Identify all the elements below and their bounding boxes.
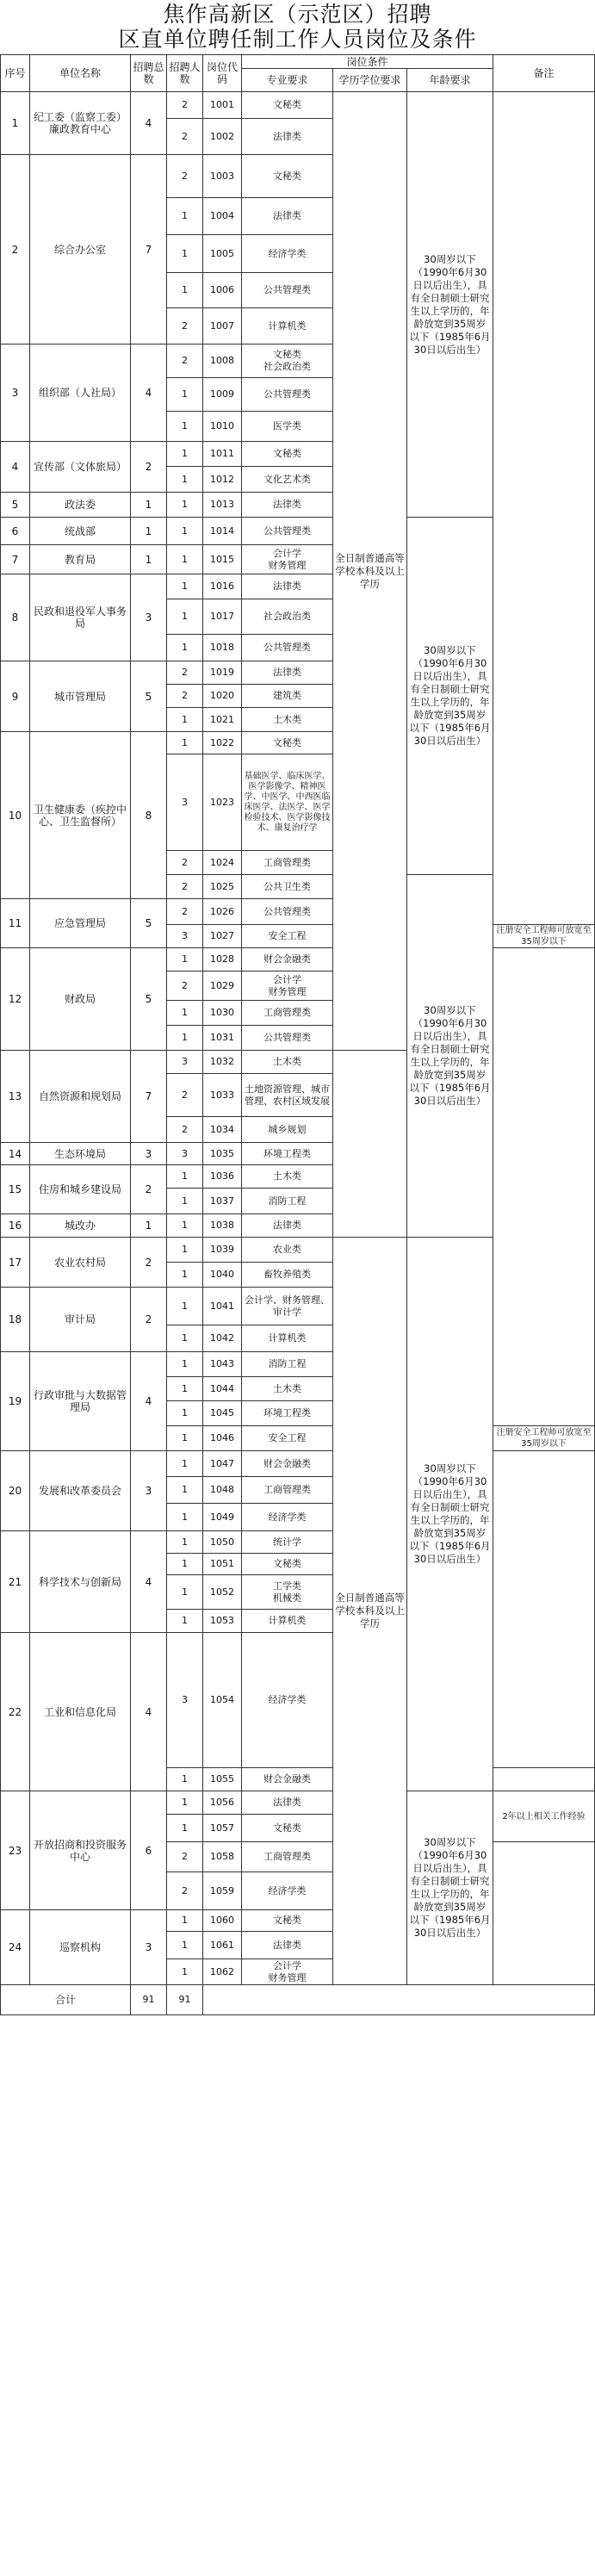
position-major: 工商管理类: [242, 1842, 333, 1872]
unit-name: 科学技术与创新局: [30, 1531, 131, 1633]
unit-seq: 11: [1, 899, 30, 948]
position-count: 1: [167, 378, 203, 412]
position-code: 1006: [203, 273, 242, 308]
age-requirement: 30周岁以下（1990年6月30日以后出生），具有全日制硕士研究生以上学历的，年龄放宽到35周岁以下（1985年6月30日以后出生）: [407, 1791, 493, 1985]
position-count: 1: [167, 1815, 203, 1842]
unit-seq: 22: [1, 1633, 30, 1791]
position-code: 1051: [203, 1554, 242, 1575]
position-major: 经济学类: [242, 1872, 333, 1910]
header-count: 招聘人数: [167, 55, 203, 92]
position-code: 1012: [203, 467, 242, 493]
age-requirement: 30周岁以下（1990年6月30日以后出生），具有全日制硕士研究生以上学历的，年龄放宽到35周岁以下（1985年6月30日以后出生）: [407, 518, 493, 875]
position-count: 1: [167, 1401, 203, 1426]
unit-seq: 6: [1, 518, 30, 545]
position-count: 1: [167, 412, 203, 442]
unit-seq: 4: [1, 442, 30, 493]
unit-total: 4: [131, 1352, 167, 1451]
unit-seq: 3: [1, 345, 30, 442]
unit-seq: 1: [1, 92, 30, 155]
position-major: 公共管理类: [242, 899, 333, 925]
unit-name: 综合办公室: [30, 155, 131, 345]
remark: [493, 92, 595, 925]
position-code: 1004: [203, 198, 242, 235]
position-count: 1: [167, 1451, 203, 1477]
unit-total: 8: [131, 732, 167, 899]
footer-total: 91: [131, 1985, 167, 2015]
position-major: 文秘类: [242, 1815, 333, 1842]
position-major: 法律类: [242, 198, 333, 235]
position-code: 1014: [203, 518, 242, 545]
header-total: 招聘总数: [131, 55, 167, 92]
position-count: 1: [167, 518, 203, 545]
position-major: 统计学: [242, 1531, 333, 1554]
remark: [493, 948, 595, 1426]
unit-seq: 12: [1, 948, 30, 1051]
unit-total: 6: [131, 1791, 167, 1910]
position-major: 土木类: [242, 1165, 333, 1189]
edu-requirement: 全日制普通高等学校本科及以上学历: [333, 1238, 407, 1985]
position-major: 法律类: [242, 1791, 333, 1815]
position-major: 消防工程: [242, 1189, 333, 1214]
position-major: 会计学 财务管理: [242, 545, 333, 574]
unit-total: 3: [131, 574, 167, 661]
unit-name: 政法委: [30, 493, 131, 518]
position-count: 1: [167, 1263, 203, 1288]
position-count: 1: [167, 1377, 203, 1401]
position-code: 1045: [203, 1401, 242, 1426]
unit-seq: 13: [1, 1051, 30, 1143]
position-major: 工学类 机械类: [242, 1575, 333, 1610]
unit-name: 自然资源和规划局: [30, 1051, 131, 1143]
position-major: 文秘类 社会政治类: [242, 345, 333, 378]
unit-total: 3: [131, 1143, 167, 1165]
recruitment-table: [0, 54, 595, 2015]
position-code: 1020: [203, 685, 242, 708]
unit-total: 2: [131, 1288, 167, 1352]
unit-seq: 20: [1, 1451, 30, 1531]
unit-name: 住房和城乡建设局: [30, 1165, 131, 1214]
position-code: 1036: [203, 1165, 242, 1189]
header-note: 备注: [493, 55, 595, 92]
position-major: 建筑类: [242, 685, 333, 708]
position-code: 1033: [203, 1074, 242, 1117]
position-major: 计算机类: [242, 308, 333, 345]
unit-name: 巡察机构: [30, 1910, 131, 1985]
position-code: 1013: [203, 493, 242, 518]
header-conditions: 岗位条件: [242, 55, 493, 69]
position-count: 1: [167, 235, 203, 273]
position-count: 1: [167, 1165, 203, 1189]
footer-count: 91: [167, 1985, 203, 2015]
position-code: 1058: [203, 1842, 242, 1872]
position-major: 公共卫生类: [242, 875, 333, 899]
position-major: 医学类: [242, 412, 333, 442]
position-count: 2: [167, 971, 203, 1001]
position-code: 1003: [203, 155, 242, 198]
unit-total: 5: [131, 948, 167, 1051]
remark: [493, 1842, 595, 1985]
position-count: 2: [167, 661, 203, 685]
position-code: 1056: [203, 1791, 242, 1815]
position-count: 2: [167, 155, 203, 198]
position-code: 1062: [203, 1959, 242, 1985]
unit-total: 1: [131, 518, 167, 545]
unit-name: 城市管理局: [30, 661, 131, 732]
position-count: 1: [167, 545, 203, 574]
unit-name: 城改办: [30, 1214, 131, 1238]
position-code: 1059: [203, 1872, 242, 1910]
page-subtitle: 区直单位聘任制工作人员岗位及条件: [118, 27, 477, 52]
unit-seq: 17: [1, 1238, 30, 1288]
unit-seq: 7: [1, 545, 30, 574]
position-count: 3: [167, 754, 203, 851]
position-major: 经济学类: [242, 1504, 333, 1531]
unit-name: 审计局: [30, 1288, 131, 1352]
unit-seq: 14: [1, 1143, 30, 1165]
position-count: 1: [167, 1325, 203, 1352]
unit-name: 农业农村局: [30, 1238, 131, 1288]
age-requirement: 30周岁以下（1990年6月30日以后出生），具有全日制硕士研究生以上学历的，年龄放宽到35周岁以下（1985年6月30日以后出生）: [407, 1238, 493, 1791]
position-code: 1015: [203, 545, 242, 574]
position-count: 1: [167, 1426, 203, 1451]
position-code: 1021: [203, 708, 242, 732]
position-major: 法律类: [242, 1214, 333, 1238]
position-major: 法律类: [242, 119, 333, 155]
position-major: 环境工程类: [242, 1401, 333, 1426]
position-major: 安全工程: [242, 925, 333, 948]
age-requirement: 30周岁以下（1990年6月30日以后出生），具有全日制硕士研究生以上学历的，年龄放宽到35周岁以下（1985年6月30日以后出生）: [407, 875, 493, 1238]
remark: [493, 1768, 595, 1791]
position-major: 工商管理类: [242, 1001, 333, 1026]
position-code: 1024: [203, 851, 242, 875]
position-major: 农业类: [242, 1238, 333, 1263]
position-code: 1031: [203, 1026, 242, 1051]
remark: 2年以上相关工作经验: [493, 1791, 595, 1842]
position-major: 法律类: [242, 574, 333, 599]
position-code: 1008: [203, 345, 242, 378]
position-major: 社会政治类: [242, 599, 333, 635]
position-major: 公共管理类: [242, 1026, 333, 1051]
position-count: 1: [167, 1932, 203, 1959]
unit-seq: 2: [1, 155, 30, 345]
position-count: 3: [167, 1633, 203, 1768]
unit-name: 宣传部（文体旅局）: [30, 442, 131, 493]
position-count: 1: [167, 1959, 203, 1985]
position-code: 1034: [203, 1117, 242, 1143]
position-count: 1: [167, 1352, 203, 1377]
position-code: 1001: [203, 92, 242, 119]
position-count: 1: [167, 1001, 203, 1026]
header-age: 年龄要求: [407, 69, 493, 92]
position-code: 1032: [203, 1051, 242, 1074]
unit-seq: 10: [1, 732, 30, 899]
position-major: 公共管理类: [242, 273, 333, 308]
position-code: 1017: [203, 599, 242, 635]
position-major: 消防工程: [242, 1352, 333, 1377]
position-major: 工商管理类: [242, 851, 333, 875]
position-count: 1: [167, 708, 203, 732]
position-count: 1: [167, 1026, 203, 1051]
position-count: 1: [167, 732, 203, 754]
position-count: 1: [167, 198, 203, 235]
position-count: 1: [167, 1477, 203, 1504]
header-code: 岗位代码: [203, 55, 242, 92]
page-title: 焦作高新区（示范区）招聘: [163, 2, 432, 27]
position-major: 法律类: [242, 661, 333, 685]
unit-name: 民政和退役军人事务局: [30, 574, 131, 661]
position-major: 工商管理类: [242, 1477, 333, 1504]
unit-total: 3: [131, 1451, 167, 1531]
position-count: 1: [167, 1238, 203, 1263]
position-count: 1: [167, 574, 203, 599]
position-count: 1: [167, 1214, 203, 1238]
unit-name: 教育局: [30, 545, 131, 574]
position-code: 1019: [203, 661, 242, 685]
position-major: 计算机类: [242, 1610, 333, 1633]
position-code: 1029: [203, 971, 242, 1001]
position-code: 1061: [203, 1932, 242, 1959]
position-code: 1043: [203, 1352, 242, 1377]
position-code: 1053: [203, 1610, 242, 1633]
position-count: 3: [167, 1051, 203, 1074]
remark: 注册安全工程师可放宽至35周岁以下: [493, 1426, 595, 1451]
position-count: 1: [167, 1531, 203, 1554]
position-count: 1: [167, 1575, 203, 1610]
position-major: 土木类: [242, 1377, 333, 1401]
position-count: 2: [167, 851, 203, 875]
position-count: 2: [167, 1117, 203, 1143]
position-major: 文化艺术类: [242, 467, 333, 493]
position-code: 1054: [203, 1633, 242, 1768]
position-code: 1025: [203, 875, 242, 899]
position-major: 法律类: [242, 1932, 333, 1959]
unit-total: 2: [131, 1165, 167, 1214]
position-code: 1023: [203, 754, 242, 851]
position-count: 1: [167, 1189, 203, 1214]
position-code: 1052: [203, 1575, 242, 1610]
position-major: 环境工程类: [242, 1143, 333, 1165]
unit-name: 卫生健康委（疾控中心、卫生监督所）: [30, 732, 131, 899]
unit-name: 发展和改革委员会: [30, 1451, 131, 1531]
position-code: 1039: [203, 1238, 242, 1263]
position-major: 基础医学、临床医学、医学影像学、精神医学、中医学、中西医临床医学、法医学、医学检验技术、医学影像技术、康复治疗学: [242, 754, 333, 851]
position-code: 1035: [203, 1143, 242, 1165]
position-major: 文秘类: [242, 1554, 333, 1575]
position-major: 财会金融类: [242, 1768, 333, 1791]
position-count: 1: [167, 599, 203, 635]
position-major: 公共管理类: [242, 378, 333, 412]
position-major: 经济学类: [242, 235, 333, 273]
unit-name: 开放招商和投资服务中心: [30, 1791, 131, 1910]
position-major: 安全工程: [242, 1426, 333, 1451]
position-count: 2: [167, 1074, 203, 1117]
position-code: 1050: [203, 1531, 242, 1554]
unit-total: 7: [131, 1051, 167, 1143]
position-count: 1: [167, 467, 203, 493]
position-code: 1040: [203, 1263, 242, 1288]
position-code: 1060: [203, 1910, 242, 1932]
position-count: 2: [167, 875, 203, 899]
unit-seq: 24: [1, 1910, 30, 1985]
position-code: 1022: [203, 732, 242, 754]
position-code: 1005: [203, 235, 242, 273]
position-major: 会计学、财务管理、审计学: [242, 1288, 333, 1325]
age-requirement: 30周岁以下（1990年6月30日以后出生），具有全日制硕士研究生以上学历的，年龄放宽到35周岁以下（1985年6月30日以后出生）: [407, 92, 493, 518]
unit-seq: 21: [1, 1531, 30, 1633]
unit-name: 组织部（人社局）: [30, 345, 131, 442]
unit-total: 4: [131, 345, 167, 442]
position-code: 1007: [203, 308, 242, 345]
remark: [493, 1451, 595, 1768]
position-count: 1: [167, 442, 203, 467]
header-major: 专业要求: [242, 69, 333, 92]
unit-total: 4: [131, 1633, 167, 1791]
unit-total: 2: [131, 1238, 167, 1288]
position-count: 2: [167, 1842, 203, 1872]
position-major: 畜牧养殖类: [242, 1263, 333, 1288]
position-major: 财会金融类: [242, 1451, 333, 1477]
position-code: 1037: [203, 1189, 242, 1214]
position-major: 文秘类: [242, 732, 333, 754]
header-seq: 序号: [1, 55, 30, 92]
position-major: 会计学 财务管理: [242, 971, 333, 1001]
position-major: 经济学类: [242, 1633, 333, 1768]
position-major: 法律类: [242, 493, 333, 518]
footer-label: 合计: [1, 1985, 131, 2015]
position-major: 文秘类: [242, 92, 333, 119]
unit-seq: 15: [1, 1165, 30, 1214]
table-row: [1, 1451, 595, 1477]
position-code: 1027: [203, 925, 242, 948]
unit-seq: 18: [1, 1288, 30, 1352]
position-code: 1002: [203, 119, 242, 155]
unit-total: 2: [131, 442, 167, 493]
position-count: 1: [167, 1504, 203, 1531]
unit-total: 3: [131, 1910, 167, 1985]
position-count: 1: [167, 1610, 203, 1633]
edu-requirement: 全日制普通高等学校本科及以上学历: [333, 92, 407, 1051]
position-code: 1011: [203, 442, 242, 467]
position-count: 2: [167, 899, 203, 925]
unit-total: 4: [131, 92, 167, 155]
position-code: 1041: [203, 1288, 242, 1325]
position-code: 1057: [203, 1815, 242, 1842]
position-count: 1: [167, 1791, 203, 1815]
unit-name: 财政局: [30, 948, 131, 1051]
unit-name: 工业和信息化局: [30, 1633, 131, 1791]
unit-seq: 16: [1, 1214, 30, 1238]
position-major: 文秘类: [242, 155, 333, 198]
unit-name: 行政审批与大数据管理局: [30, 1352, 131, 1451]
unit-seq: 9: [1, 661, 30, 732]
unit-seq: 8: [1, 574, 30, 661]
position-code: 1055: [203, 1768, 242, 1791]
unit-name: 应急管理局: [30, 899, 131, 948]
position-major: 文秘类: [242, 1910, 333, 1932]
position-count: 2: [167, 119, 203, 155]
position-count: 1: [167, 948, 203, 971]
unit-total: 5: [131, 661, 167, 732]
position-count: 2: [167, 308, 203, 345]
position-code: 1009: [203, 378, 242, 412]
position-major: 城乡规划: [242, 1117, 333, 1143]
table-row: [1, 948, 595, 971]
position-code: 1028: [203, 948, 242, 971]
position-code: 1038: [203, 1214, 242, 1238]
position-count: 2: [167, 1872, 203, 1910]
position-major: 会计学 财务管理: [242, 1959, 333, 1985]
position-major: 文秘类: [242, 442, 333, 467]
position-code: 1046: [203, 1426, 242, 1451]
position-major: 土地资源管理、城市管理、农村区域发展: [242, 1074, 333, 1117]
unit-total: 4: [131, 1531, 167, 1633]
unit-name: 纪工委（监察工委）廉政教育中心: [30, 92, 131, 155]
position-code: 1026: [203, 899, 242, 925]
unit-seq: 5: [1, 493, 30, 518]
position-major: 土木类: [242, 1051, 333, 1074]
position-count: 2: [167, 685, 203, 708]
position-major: 公共管理类: [242, 518, 333, 545]
unit-seq: 23: [1, 1791, 30, 1910]
position-major: 计算机类: [242, 1325, 333, 1352]
position-code: 1044: [203, 1377, 242, 1401]
unit-name: 生态环境局: [30, 1143, 131, 1165]
unit-name: 统战部: [30, 518, 131, 545]
position-code: 1047: [203, 1451, 242, 1477]
position-count: 1: [167, 493, 203, 518]
position-code: 1048: [203, 1477, 242, 1504]
position-count: 1: [167, 1910, 203, 1932]
position-count: 1: [167, 635, 203, 661]
position-code: 1049: [203, 1504, 242, 1531]
unit-total: 5: [131, 899, 167, 948]
header-edu: 学历学位要求: [333, 69, 407, 92]
position-count: 3: [167, 925, 203, 948]
position-count: 1: [167, 1554, 203, 1575]
position-count: 2: [167, 345, 203, 378]
position-major: 土木类: [242, 708, 333, 732]
remark: 注册安全工程师可放宽至35周岁以下: [493, 925, 595, 948]
unit-total: 1: [131, 1214, 167, 1238]
position-code: 1018: [203, 635, 242, 661]
unit-total: 7: [131, 155, 167, 345]
header-unit: 单位名称: [30, 55, 131, 92]
position-count: 2: [167, 92, 203, 119]
position-count: 3: [167, 1143, 203, 1165]
position-count: 1: [167, 1288, 203, 1325]
unit-total: 1: [131, 493, 167, 518]
position-code: 1042: [203, 1325, 242, 1352]
position-count: 1: [167, 273, 203, 308]
unit-seq: 19: [1, 1352, 30, 1451]
position-count: 1: [167, 1768, 203, 1791]
footer-blank: [203, 1985, 595, 2015]
position-code: 1030: [203, 1001, 242, 1026]
position-code: 1016: [203, 574, 242, 599]
table-row: [1, 1791, 595, 1815]
position-major: 公共管理类: [242, 635, 333, 661]
position-code: 1010: [203, 412, 242, 442]
position-major: 财会金融类: [242, 948, 333, 971]
unit-total: 1: [131, 545, 167, 574]
table-row: [1, 92, 595, 119]
